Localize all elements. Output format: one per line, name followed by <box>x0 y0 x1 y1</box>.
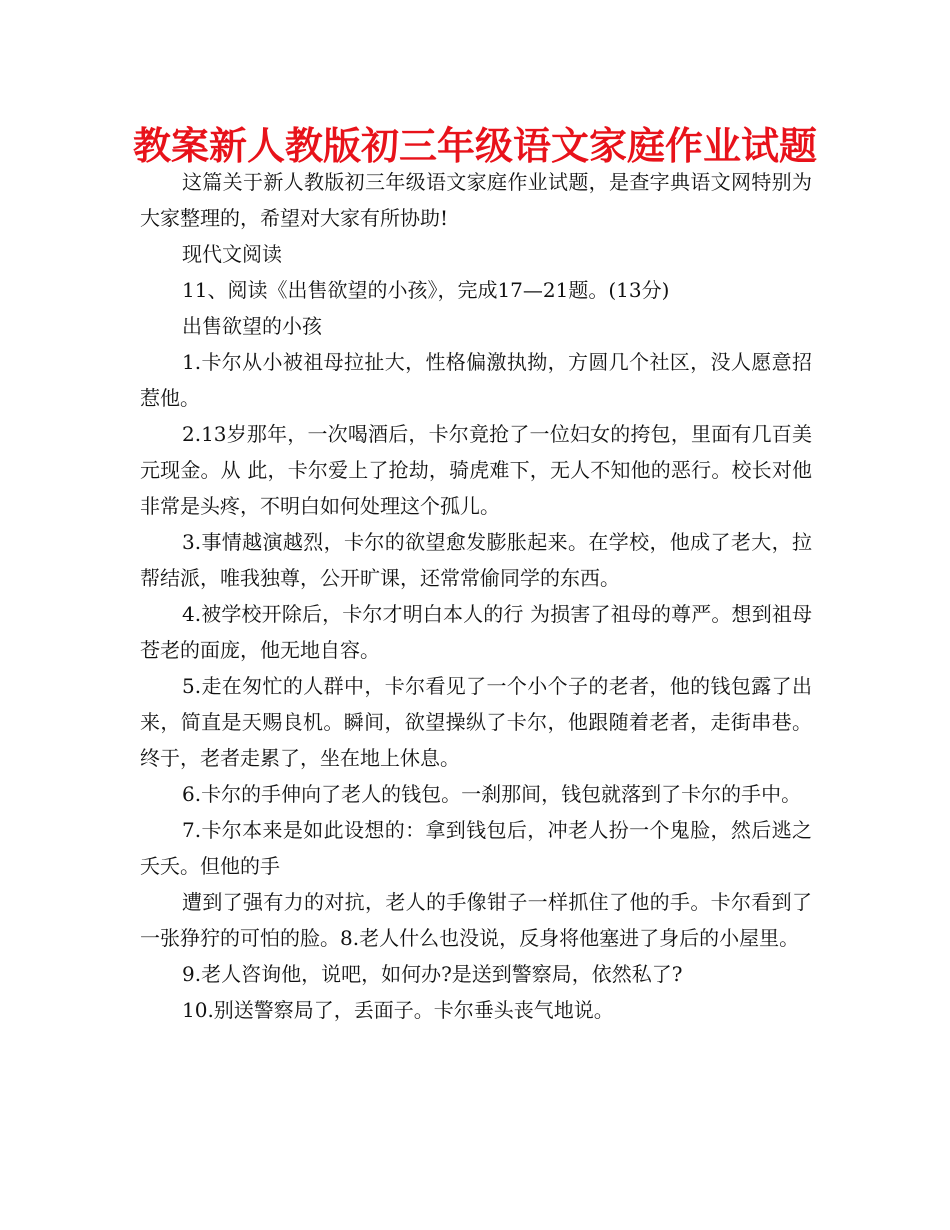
story-paragraph: 2.13岁那年，一次喝酒后，卡尔竟抢了一位妇女的挎包，里面有几百美元现金。从 此，卡尔爱上了抢劫，骑虎难下，无人不知他的恶行。校长对他非常是头疼，不明白如何处理这个孤儿。 <box>140 422 812 518</box>
story-paragraph: 遭到了强有力的对抗，老人的手像钳子一样抓住了他的手。卡尔看到了一张狰狞的可怕的脸。8.老人什么也没说，反身将他塞进了身后的小屋里。 <box>140 890 812 950</box>
story-paragraph: 3.事情越演越烈，卡尔的欲望愈发膨胀起来。在学校，他成了老大，拉帮结派，唯我独尊，公开旷课，还常常偷同学的东西。 <box>140 530 812 590</box>
story-title: 出售欲望的小孩 <box>182 314 322 338</box>
intro-paragraph: 这篇关于新人教版初三年级语文家庭作业试题，是查字典语文网特别为大家整理的，希望对大家有所协助! <box>140 170 812 230</box>
story-paragraph: 6.卡尔的手伸向了老人的钱包。一刹那间，钱包就落到了卡尔的手中。 <box>182 782 802 806</box>
story-paragraph: 1.卡尔从小被祖母拉扯大，性格偏激执拗，方圆几个社区，没人愿意招惹他。 <box>140 350 812 410</box>
story-paragraph: 4.被学校开除后，卡尔才明白本人的行 为损害了祖母的尊严。想到祖母苍老的面庞，他无地自容。 <box>140 602 812 662</box>
section-heading: 现代文阅读 <box>182 242 282 266</box>
document-body <box>140 164 812 1028</box>
question-instruction: 11、阅读《出售欲望的小孩》，完成17—21题。(13分) <box>182 278 670 302</box>
story-paragraph: 7.卡尔本来是如此设想的：拿到钱包后，冲老人扮一个鬼脸，然后逃之夭夭。但他的手 <box>140 818 812 878</box>
story-paragraph: 5.走在匆忙的人群中，卡尔看见了一个小个子的老者，他的钱包露了出来，简直是天赐良机。瞬间，欲望操纵了卡尔，他跟随着老者，走街串巷。终于，老者走累了，坐在地上休息。 <box>140 674 812 770</box>
story-paragraph: 10.别送警察局了，丢面子。卡尔垂头丧气地说。 <box>182 998 614 1022</box>
story-paragraph: 9.老人咨询他，说吧，如何办?是送到警察局，依然私了? <box>182 962 683 986</box>
document-title: 教案新人教版初三年级语文家庭作业试题 <box>132 124 817 168</box>
